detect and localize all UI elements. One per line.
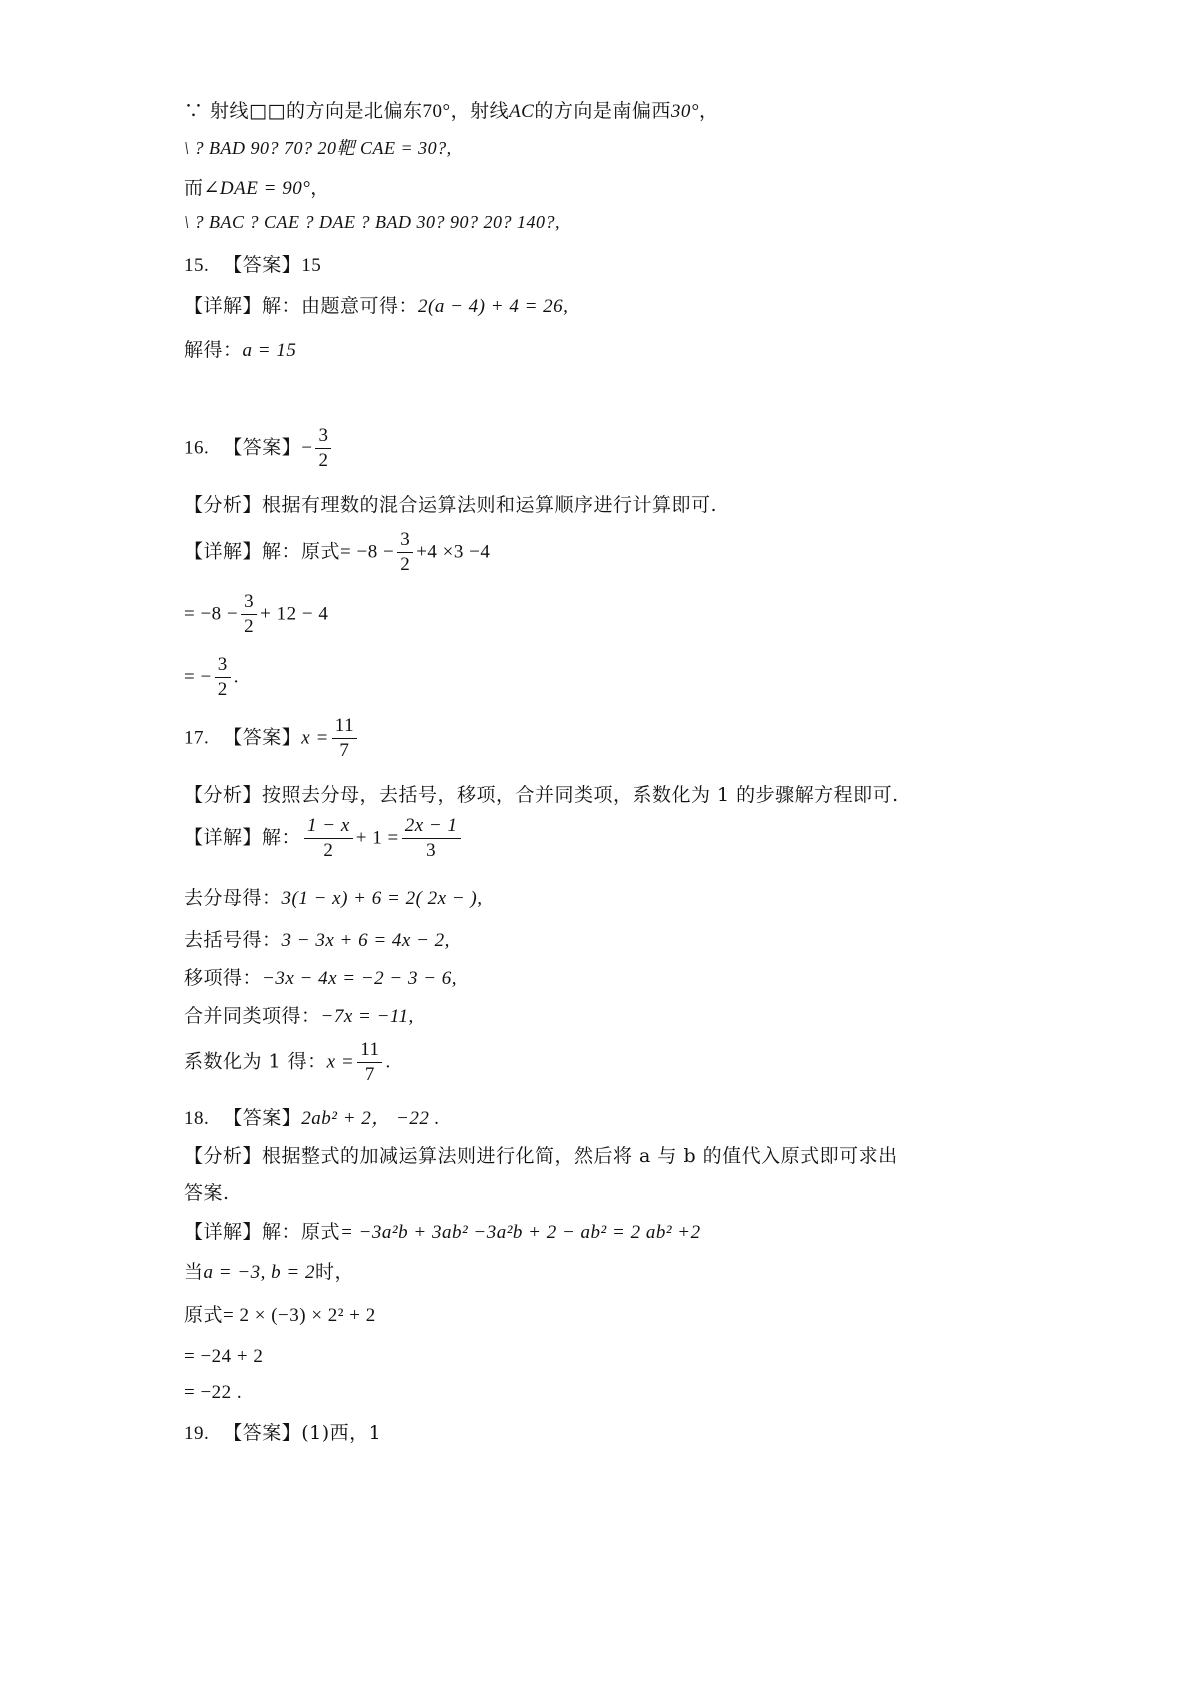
fraction: $\frac{3}{2}$ [397,528,413,577]
q16-answer: 16. 【答案】− $\frac{3}{2}$ [184,424,334,473]
q18-step3: = −22 . [184,1382,243,1403]
q16-detail: 【详解】解：原式= −8 − $\frac{3}{2}$ +4 ×3 −4 [184,529,491,575]
q18-substitute: 当a = −3, b = 2时， [184,1261,354,1283]
q15-detail: 【详解】解：由题意可得：2(a − 4) + 4 = 26, [184,295,569,317]
q15-solution: 解得：a = 15 [184,339,297,361]
angle-bac-line: \ ? BAC ? CAE ? DAE ? BAD 30? 90? 20? 140?, [184,212,560,232]
q17-step5: 系数化为 1 得：x = $\frac{11}{7}$ . [184,1039,391,1085]
q18-detail: 【详解】解：原式= −3a²b + 3ab² −3a²b + 2 − ab² = 2 ab² +2 [184,1221,701,1243]
fraction: $\frac{3}{2}$ [315,424,331,473]
detail-tag: 【详解】 [184,295,263,317]
q18-step2: = −24 + 2 [184,1346,264,1367]
fraction: $\frac{3}{2}$ [215,653,231,702]
fraction: $\frac{2x - 1}{3}$ [402,814,461,863]
q17-step3: 移项得：−3x − 4x = −2 − 3 − 6, [184,967,458,989]
q17-answer: 17. 【答案】x = $\frac{11}{7}$ [184,714,360,763]
q17-step4: 合并同类项得：−7x = −11, [184,1005,414,1027]
detail-tag: 【详解】 [184,540,263,563]
fraction: $\frac{11}{7}$ [357,1038,382,1087]
answer-tag: 【答案】 [223,254,302,276]
q16-step2: = − $\frac{3}{2}$ . [184,654,239,700]
premise-text: ∵ 射线□□的方向是北偏东 [184,100,423,122]
fraction: $\frac{11}{7}$ [332,714,357,763]
answer-tag: 【答案】 [223,1422,302,1444]
fraction: $\frac{1 - x}{2}$ [304,814,353,863]
answer-tag: 【答案】 [223,436,302,459]
analysis-tag: 【分析】 [184,494,263,516]
analysis-tag: 【分析】 [184,784,263,806]
detail-tag: 【详解】 [184,1221,263,1243]
q16-step1: = −8 − $\frac{3}{2}$ + 12 − 4 [184,591,329,637]
q18-answer: 18. 【答案】2ab² + 2， −22 . [184,1107,440,1129]
q16-analysis: 【分析】根据有理数的混合运算法则和运算顺序进行计算即可. [184,494,718,516]
answer-tag: 【答案】 [223,1107,302,1129]
answer-tag: 【答案】 [223,726,302,749]
q17-detail: 【详解】解： $\frac{1 - x}{2}$ + 1 = $\frac{2x - 1}{3}$ [184,814,464,863]
q18-step1: 原式= 2 × (−3) × 2² + 2 [184,1304,376,1326]
q17-step2: 去括号得：3 − 3x + 6 = 4x − 2, [184,929,450,951]
angle-premise-line: ∵ 射线□□的方向是北偏东70°，射线AC的方向是南偏西30°， [184,100,719,122]
angle-dae-line: 而∠DAE = 90°， [184,177,330,199]
fraction: $\frac{3}{2}$ [241,590,257,639]
q17-step1: 去分母得：3(1 − x) + 6 = 2( 2x − ), [184,887,483,909]
analysis-tag: 【分析】 [184,1145,263,1167]
q18-analysis: 【分析】根据整式的加减运算法则进行化简，然后将 a 与 b 的值代入原式即可求出 [184,1145,898,1167]
angle-bad-line: \ ? BAD 90? 70? 20靶 CAE = 30?, [184,138,452,158]
q15-answer: 15. 【答案】15 [184,254,322,276]
detail-tag: 【详解】 [184,826,263,849]
q17-analysis: 【分析】按照去分母，去括号，移项，合并同类项，系数化为 1 的步骤解方程即可. [184,784,899,806]
q19-answer: 19. 【答案】(1)西，1 [184,1422,382,1444]
q18-analysis-cont: 答案. [184,1182,230,1204]
